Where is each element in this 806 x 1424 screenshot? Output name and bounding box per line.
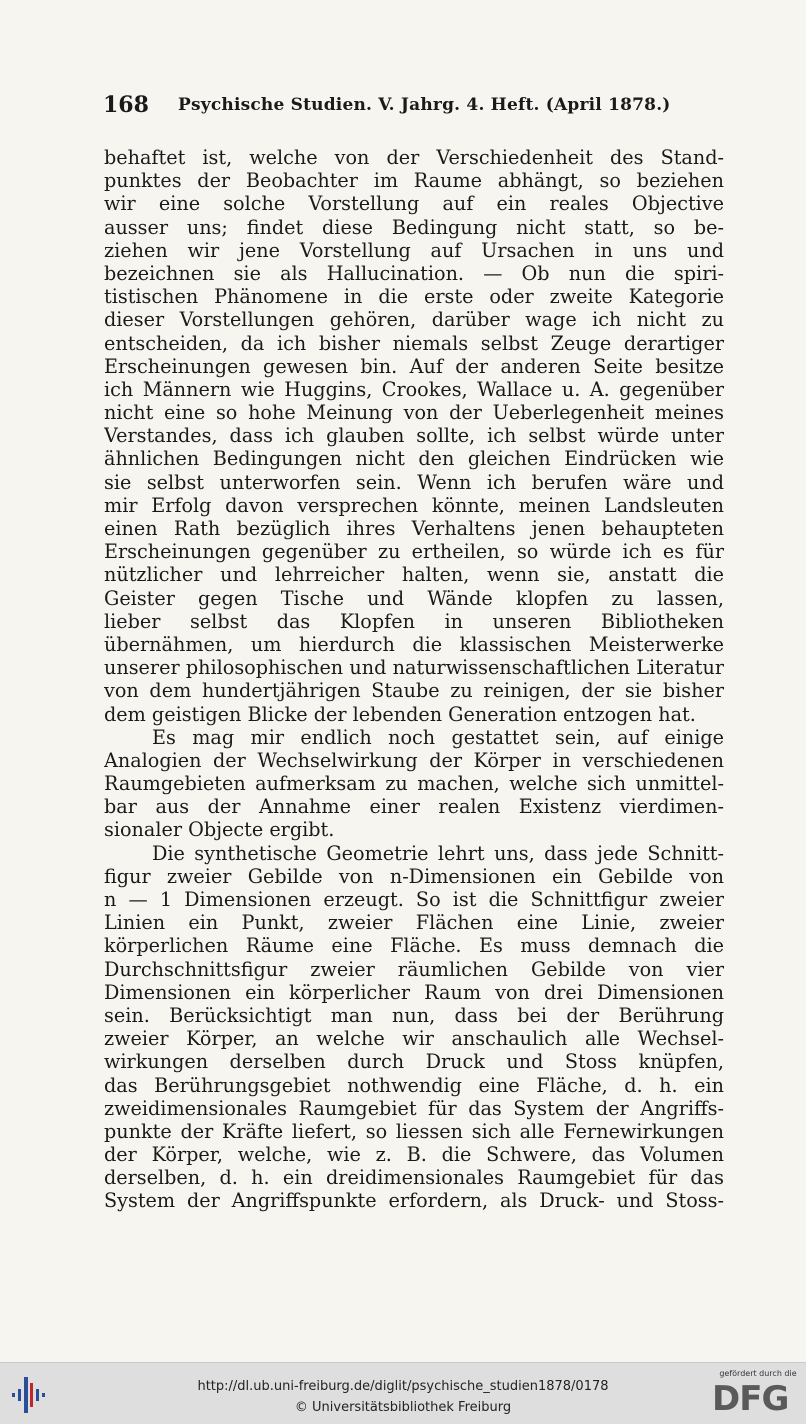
text-line: Die synthetische Geometrie lehrt uns, dass jede Schnitt- [152, 841, 724, 865]
text-line: Verstandes, dass ich glauben sollte, ich selbst würde unter [104, 424, 724, 448]
funding-note: gefördert durch die [719, 1369, 797, 1378]
text-line: wirkungen derselben durch Druck und Stoss knüpfen, [104, 1050, 724, 1074]
text-line: übernähmen, um hierdurch die klassischen Meisterwerke [104, 632, 724, 656]
text-line: bezeichnen sie als Hallucination. — Ob nun die spiri- [104, 261, 724, 285]
text-line: Durchschnittsfigur zweier räumlichen Gebilde von vier [104, 957, 724, 981]
source-url[interactable]: http://dl.ub.uni-freiburg.de/diglit/psychische_studien1878/0178 [197, 1379, 609, 1394]
text-line: Erscheinungen gegenüber zu ertheilen, so würde ich es für [104, 540, 724, 564]
text-line: ähnlichen Bedingungen nicht den gleichen Eindrücken wie [104, 447, 724, 471]
text-line: zweidimensionales Raumgebiet für das System der Angriffs- [104, 1096, 724, 1120]
body-text [104, 146, 724, 1213]
text-line: dieser Vorstellungen gehören, darüber wage ich nicht zu [104, 308, 724, 332]
text-line: Erscheinungen gewesen bin. Auf der anderen Seite besitze [104, 354, 724, 378]
page-number: 168 [103, 92, 149, 118]
text-line: der Körper, welche, wie z. B. die Schwere, das Volumen [104, 1143, 724, 1167]
text-line: punkte der Kräfte liefert, so liessen sich alle Fernewirkungen [104, 1119, 724, 1143]
text-line: zweier Körper, an welche wir anschaulich alle Wechsel- [104, 1027, 724, 1051]
text-line: ausser uns; findet diese Bedingung nicht statt, so be- [104, 215, 724, 239]
text-line: nützlicher und lehrreicher halten, wenn sie, anstatt die [104, 563, 724, 587]
dfg-logo: DFG [712, 1379, 789, 1419]
text-line: sionaler Objecte ergibt. [104, 818, 335, 842]
text-line: derselben, d. h. ein dreidimensionales Raumgebiet für das [104, 1166, 724, 1190]
text-line: behaftet ist, welche von der Verschiedenheit des Stand- [104, 146, 724, 169]
text-line: das Berührungsgebiet nothwendig eine Fläche, d. h. ein [104, 1073, 724, 1097]
text-line: sie selbst unterworfen sein. Wenn ich berufen wäre und [104, 470, 724, 494]
text-line: Geister gegen Tische und Wände klopfen zu lassen, [104, 586, 724, 610]
text-line: Linien ein Punkt, zweier Flächen eine Linie, zweier [104, 911, 724, 935]
text-line: Raumgebieten aufmerksam zu machen, welche sich unmittel- [104, 772, 724, 796]
text-line: punktes der Beobachter im Raume abhängt, so beziehen [104, 169, 724, 193]
text-line: einen Rath bezüglich ihres Verhaltens jenen behaupteten [104, 517, 724, 540]
text-line: System der Angriffspunkte erfordern, als Druck- und Stoss- [104, 1189, 724, 1213]
text-line: Dimensionen ein körperlicher Raum von drei Dimensionen [104, 980, 724, 1004]
text-line: figur zweier Gebilde von n-Dimensionen ein Gebilde von [104, 864, 724, 888]
page-header [103, 92, 723, 122]
text-line: ich Männern wie Huggins, Crookes, Wallace u. A. gegenüber [104, 377, 724, 401]
copyright-notice: © Universitätsbibliothek Freiburg [294, 1400, 512, 1415]
text-line: unserer philosophischen und naturwissenschaftlichen Literatur [104, 656, 724, 680]
text-line: lieber selbst das Klopfen in unseren Bibliotheken [104, 609, 724, 633]
text-line: wir eine solche Vorstellung auf ein reales Objective [104, 192, 724, 216]
text-line: entscheiden, da ich bisher niemals selbst Zeuge derartiger [104, 331, 724, 355]
viewer-footer [0, 1362, 806, 1424]
text-line: mir Erfolg davon versprechen könnte, meinen Landsleuten [104, 493, 724, 517]
text-line: dem geistigen Blicke der lebenden Generation entzogen hat. [104, 702, 696, 726]
text-line: Es mag mir endlich noch gestattet sein, auf einige [152, 725, 724, 749]
text-line: bar aus der Annahme einer realen Existenz vierdimen- [104, 795, 724, 819]
text-line: von dem hundertjährigen Staube zu reinigen, der sie bisher [104, 679, 724, 703]
text-line: ziehen wir jene Vorstellung auf Ursachen in uns und [104, 238, 724, 262]
text-line: n — 1 Dimensionen erzeugt. So ist die Schnittfigur zweier [104, 888, 724, 911]
text-line: sein. Berücksichtigt man nun, dass bei der Berührung [104, 1003, 724, 1027]
text-line: körperlichen Räume eine Fläche. Es muss demnach die [104, 934, 724, 958]
text-line: Analogien der Wechselwirkung der Körper in verschiedenen [104, 748, 724, 772]
text-line: tistischen Phänomene in die erste oder zweite Kategorie [104, 285, 724, 309]
running-title: Psychische Studien. V. Jahrg. 4. Heft. (April 1878.) [178, 95, 671, 115]
text-line: nicht eine so hohe Meinung von der Ueberlegenheit meines [104, 401, 724, 425]
